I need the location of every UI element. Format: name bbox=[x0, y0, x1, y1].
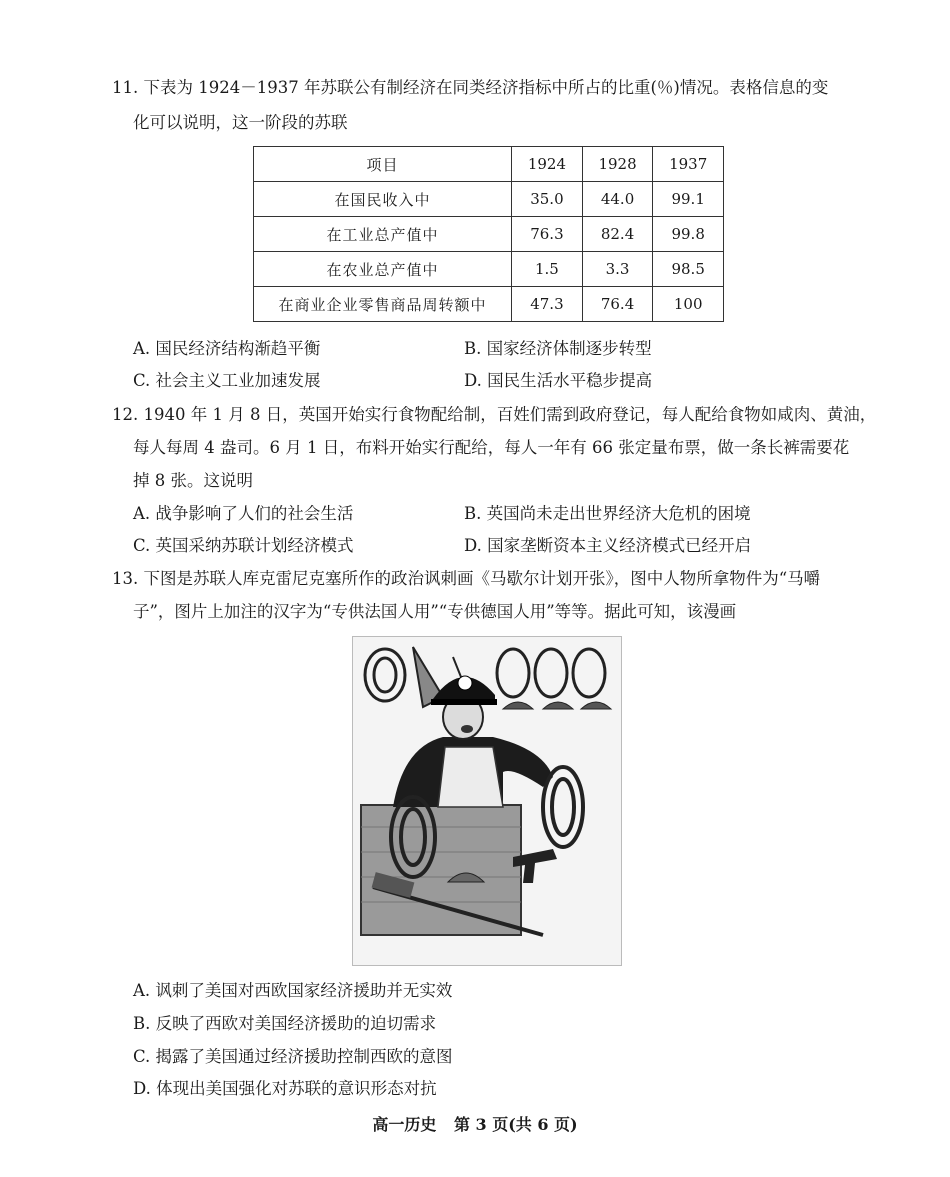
q12-stem-line3: 掉 8 张。这说明 bbox=[133, 471, 253, 490]
q11-option-a[interactable]: A. 国民经济结构渐趋平衡 bbox=[133, 339, 321, 358]
q12-option-d[interactable]: D. 国家垄断资本主义经济模式已经开启 bbox=[464, 536, 752, 555]
q11-stem-line1: 11. 下表为 1924－1937 年苏联公有制经济在同类经济指标中所占的比重(％)情况。表格信息的变 bbox=[112, 78, 829, 97]
table-row bbox=[254, 287, 724, 322]
table-cell: 47.3 bbox=[512, 287, 583, 322]
table-cell: 44.0 bbox=[582, 182, 653, 217]
table-cell: 在国民收入中 bbox=[254, 182, 512, 217]
footer-subject: 高一历史 bbox=[372, 1115, 437, 1134]
table-header-row bbox=[254, 147, 724, 182]
q11-data-table bbox=[253, 146, 724, 322]
q12-stem-line2: 每人每周 4 盎司。6 月 1 日，布料开始实行配给，每人一年有 66 张定量布票，做一条长裤需要花 bbox=[133, 438, 850, 457]
q13-option-a[interactable]: A. 讽刺了美国对西欧国家经济援助并无实效 bbox=[133, 981, 453, 1000]
q12-option-c[interactable]: C. 英国采纳苏联计划经济模式 bbox=[133, 536, 354, 555]
q13-option-b[interactable]: B. 反映了西欧对美国经济援助的迫切需求 bbox=[133, 1014, 437, 1033]
q12-stem-line1: 12. 1940 年 1 月 8 日，英国开始实行食物配给制，百姓们需到政府登记，每人配给食物如咸肉、黄油， bbox=[112, 405, 877, 424]
q12-option-a[interactable]: A. 战争影响了人们的社会生活 bbox=[133, 504, 354, 523]
q11-option-b[interactable]: B. 国家经济体制逐步转型 bbox=[464, 339, 652, 358]
table-header-cell: 1937 bbox=[653, 147, 724, 182]
q13-stem-line1: 13. 下图是苏联人库克雷尼克塞所作的政治讽刺画《马歇尔计划开张》，图中人物所拿物件为“马嚼 bbox=[112, 569, 821, 588]
page-footer bbox=[0, 1112, 950, 1135]
q13-option-d[interactable]: D. 体现出美国强化对苏联的意识形态对抗 bbox=[133, 1079, 437, 1098]
q11-option-c[interactable]: C. 社会主义工业加速发展 bbox=[133, 371, 321, 390]
table-row bbox=[254, 182, 724, 217]
table-row bbox=[254, 217, 724, 252]
table-cell: 1.5 bbox=[512, 252, 583, 287]
table-row bbox=[254, 252, 724, 287]
table-cell: 100 bbox=[653, 287, 724, 322]
table-header-cell: 1928 bbox=[582, 147, 653, 182]
q13-stem-line2: 子”，图片上加注的汉字为“专供法国人用”“专供德国人用”等等。据此可知，该漫画 bbox=[133, 602, 737, 621]
table-cell: 在农业总产值中 bbox=[254, 252, 512, 287]
table-cell: 98.5 bbox=[653, 252, 724, 287]
table-cell: 76.3 bbox=[512, 217, 583, 252]
table-cell: 3.3 bbox=[582, 252, 653, 287]
q12-option-b[interactable]: B. 英国尚未走出世界经济大危机的困境 bbox=[464, 504, 751, 523]
table-header-cell: 项目 bbox=[254, 147, 512, 182]
table-cell: 在商业企业零售商品周转额中 bbox=[254, 287, 512, 322]
table-cell: 在工业总产值中 bbox=[254, 217, 512, 252]
q11-stem-line2: 化可以说明，这一阶段的苏联 bbox=[133, 113, 348, 132]
cartoon-illustration bbox=[353, 637, 621, 965]
q13-option-c[interactable]: C. 揭露了美国通过经济援助控制西欧的意图 bbox=[133, 1047, 453, 1066]
table-header-cell: 1924 bbox=[512, 147, 583, 182]
table-cell: 76.4 bbox=[582, 287, 653, 322]
table-cell: 99.1 bbox=[653, 182, 724, 217]
table-cell: 82.4 bbox=[582, 217, 653, 252]
table-cell: 35.0 bbox=[512, 182, 583, 217]
footer-page-number: 第 3 页(共 6 页) bbox=[453, 1115, 578, 1134]
marshall-plan-cartoon bbox=[352, 636, 622, 966]
table-cell: 99.8 bbox=[653, 217, 724, 252]
q11-option-d[interactable]: D. 国民生活水平稳步提高 bbox=[464, 371, 653, 390]
